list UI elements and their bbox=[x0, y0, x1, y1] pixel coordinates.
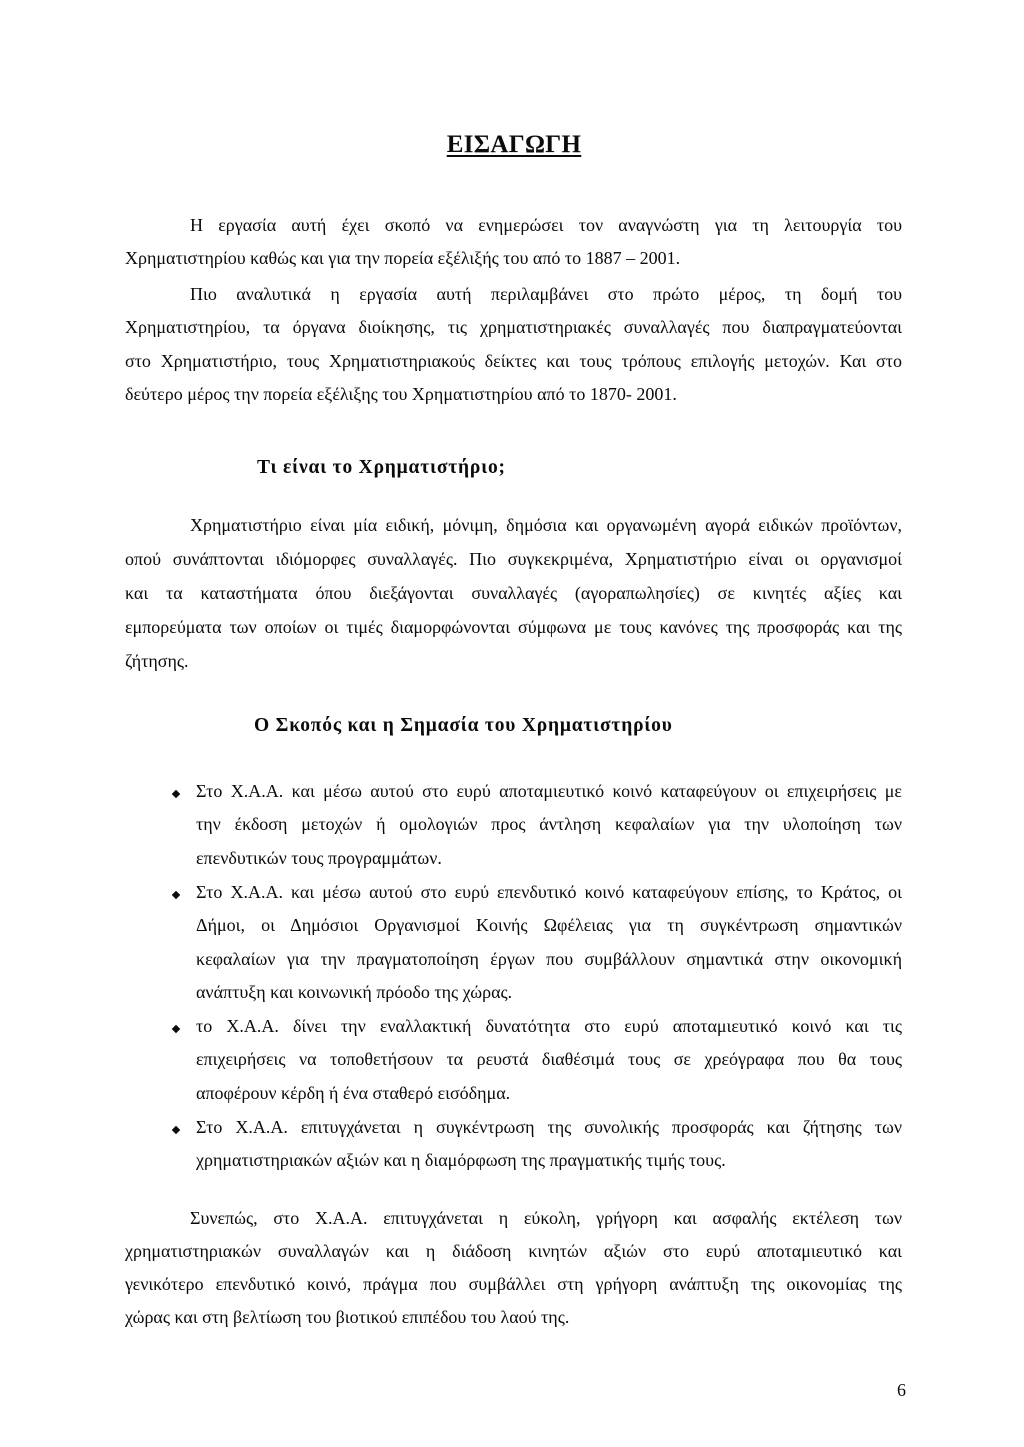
bullet-line: Στο Χ.Α.Α. και μέσω αυτού στο ευρύ επενδυτικό κοινό καταφεύγουν επίσης, το Κράτος, οι bbox=[196, 882, 902, 902]
text-line: στο Χρηματιστήριο, τους Χρηματιστηριακούς δείκτες και τους τρόπους επιλογής μετοχών. Και στο bbox=[125, 350, 902, 371]
text-line: οπού συνάπτονται ιδιόμορφες συναλλαγές. Πιο συγκεκριμένα, Χρηματιστήριο είναι οι οργανισμοί bbox=[125, 549, 902, 569]
section-heading-purpose: Ο Σκοπός και η Σημασία του Χρηματιστηρίου bbox=[254, 715, 673, 736]
page-number: 6 bbox=[897, 1380, 906, 1400]
text-line: Χρηματιστηρίου, τα όργανα διοίκησης, τις χρηματιστηριακές συναλλαγές που διαπραγματεύονται bbox=[125, 317, 902, 338]
diamond-bullet-icon bbox=[172, 1125, 180, 1133]
text-line: Συνεπώς, στο Χ.Α.Α. επιτυγχάνεται η εύκολη, γρήγορη και ασφαλής εκτέλεση των bbox=[190, 1208, 902, 1228]
bullet-item bbox=[196, 876, 902, 1010]
bullet-line: το Χ.Α.Α. δίνει την εναλλακτική δυνατότητα στο ευρύ αποταμιευτικό κοινό και τις bbox=[196, 1016, 902, 1036]
text-line: ζήτησης. bbox=[125, 651, 189, 671]
intro-paragraph-1 bbox=[125, 209, 902, 276]
bullet-line: ανάπτυξη και κοινωνική πρόοδο της χώρας. bbox=[196, 982, 513, 1003]
bullet-line: επενδυτικών τους προγραμμάτων. bbox=[196, 847, 442, 868]
text-line: Χρηματιστηρίου καθώς και για την πορεία εξέλιξής του από το 1887 – 2001. bbox=[125, 248, 681, 269]
text-line: γενικότερο επενδυτικό κοινό, πράγμα που συμβάλλει στη γρήγορη ανάπτυξη της οικονομίας της bbox=[125, 1274, 902, 1294]
text-line: δεύτερο μέρος την πορεία εξέλιξης του Χρηματιστηρίου από το 1870- 2001. bbox=[125, 384, 677, 405]
bullet-item bbox=[196, 775, 902, 875]
intro-paragraph-2 bbox=[125, 278, 902, 412]
page-title: ΕΙΣΑΓΩΓΗ bbox=[446, 131, 582, 158]
diamond-bullet-icon bbox=[172, 1024, 180, 1032]
text-line: Πιο αναλυτικά η εργασία αυτή περιλαμβάνει στο πρώτο μέρος, τη δομή του bbox=[190, 284, 902, 304]
bullet-line: αποφέρουν κέρδη ή ένα σταθερό εισόδημα. bbox=[196, 1082, 511, 1103]
section-heading-what-is: Τι είναι το Χρηματιστήριο; bbox=[257, 457, 506, 478]
text-line: Χρηματιστήριο είναι μία ειδική, μόνιμη, δημόσια και οργανωμένη αγορά ειδικών προϊόντων, bbox=[190, 515, 902, 535]
text-line: χρηματιστηριακών συναλλαγών και η διάδοση κινητών αξιών στο ευρύ αποταμιευτικό και bbox=[125, 1241, 902, 1261]
bullet-line: Στο Χ.Α.Α. και μέσω αυτού στο ευρύ αποταμιευτικό κοινό καταφεύγουν οι επιχειρήσεις με bbox=[196, 781, 902, 801]
text-line: Η εργασία αυτή έχει σκοπό να ενημερώσει τον αναγνώστη για τη λειτουργία του bbox=[190, 215, 902, 235]
bullet-item bbox=[196, 1010, 902, 1110]
text-line: εμπορεύματα των οποίων οι τιμές διαμορφώνονται σύμφωνα με τους κανόνες της προσφοράς και της bbox=[125, 617, 902, 637]
text-line: χώρας και στη βελτίωση του βιοτικού επιπέδου του λαού της. bbox=[125, 1307, 570, 1327]
bullet-line: χρηματιστηριακών αξιών και η διαμόρφωση της πραγματικής τιμής τους. bbox=[196, 1150, 726, 1171]
diamond-bullet-icon bbox=[172, 890, 180, 898]
conclusion-paragraph bbox=[125, 1202, 902, 1334]
bullet-line: την έκδοση μετοχών ή ομολογιών προς άντληση κεφαλαίων για την υλοποίηση των bbox=[196, 814, 902, 835]
bullet-item bbox=[196, 1111, 902, 1178]
bullet-line: Στο Χ.Α.Α. επιτυγχάνεται η συγκέντρωση της συνολικής προσφοράς και ζήτησης των bbox=[196, 1117, 902, 1137]
bullet-line: Δήμοι, οι Δημόσιοι Οργανισμοί Κοινής Ωφέλειας για τη συγκέντρωση σημαντικών bbox=[196, 915, 902, 936]
diamond-bullet-icon bbox=[172, 789, 180, 797]
bullet-line: κεφαλαίων για την πραγματοποίηση έργων που συμβάλλουν σημαντικά στην οικονομική bbox=[196, 948, 902, 969]
what-is-paragraph bbox=[125, 508, 902, 678]
text-line: και τα καταστήματα όπου διεξάγονται συναλλαγές (αγοραπωλησίες) σε κινητές αξίες και bbox=[125, 583, 902, 603]
bullet-line: επιχειρήσεις να τοποθετήσουν τα ρευστά διαθέσιμά τους σε χρεόγραφα που θα τους bbox=[196, 1049, 902, 1070]
